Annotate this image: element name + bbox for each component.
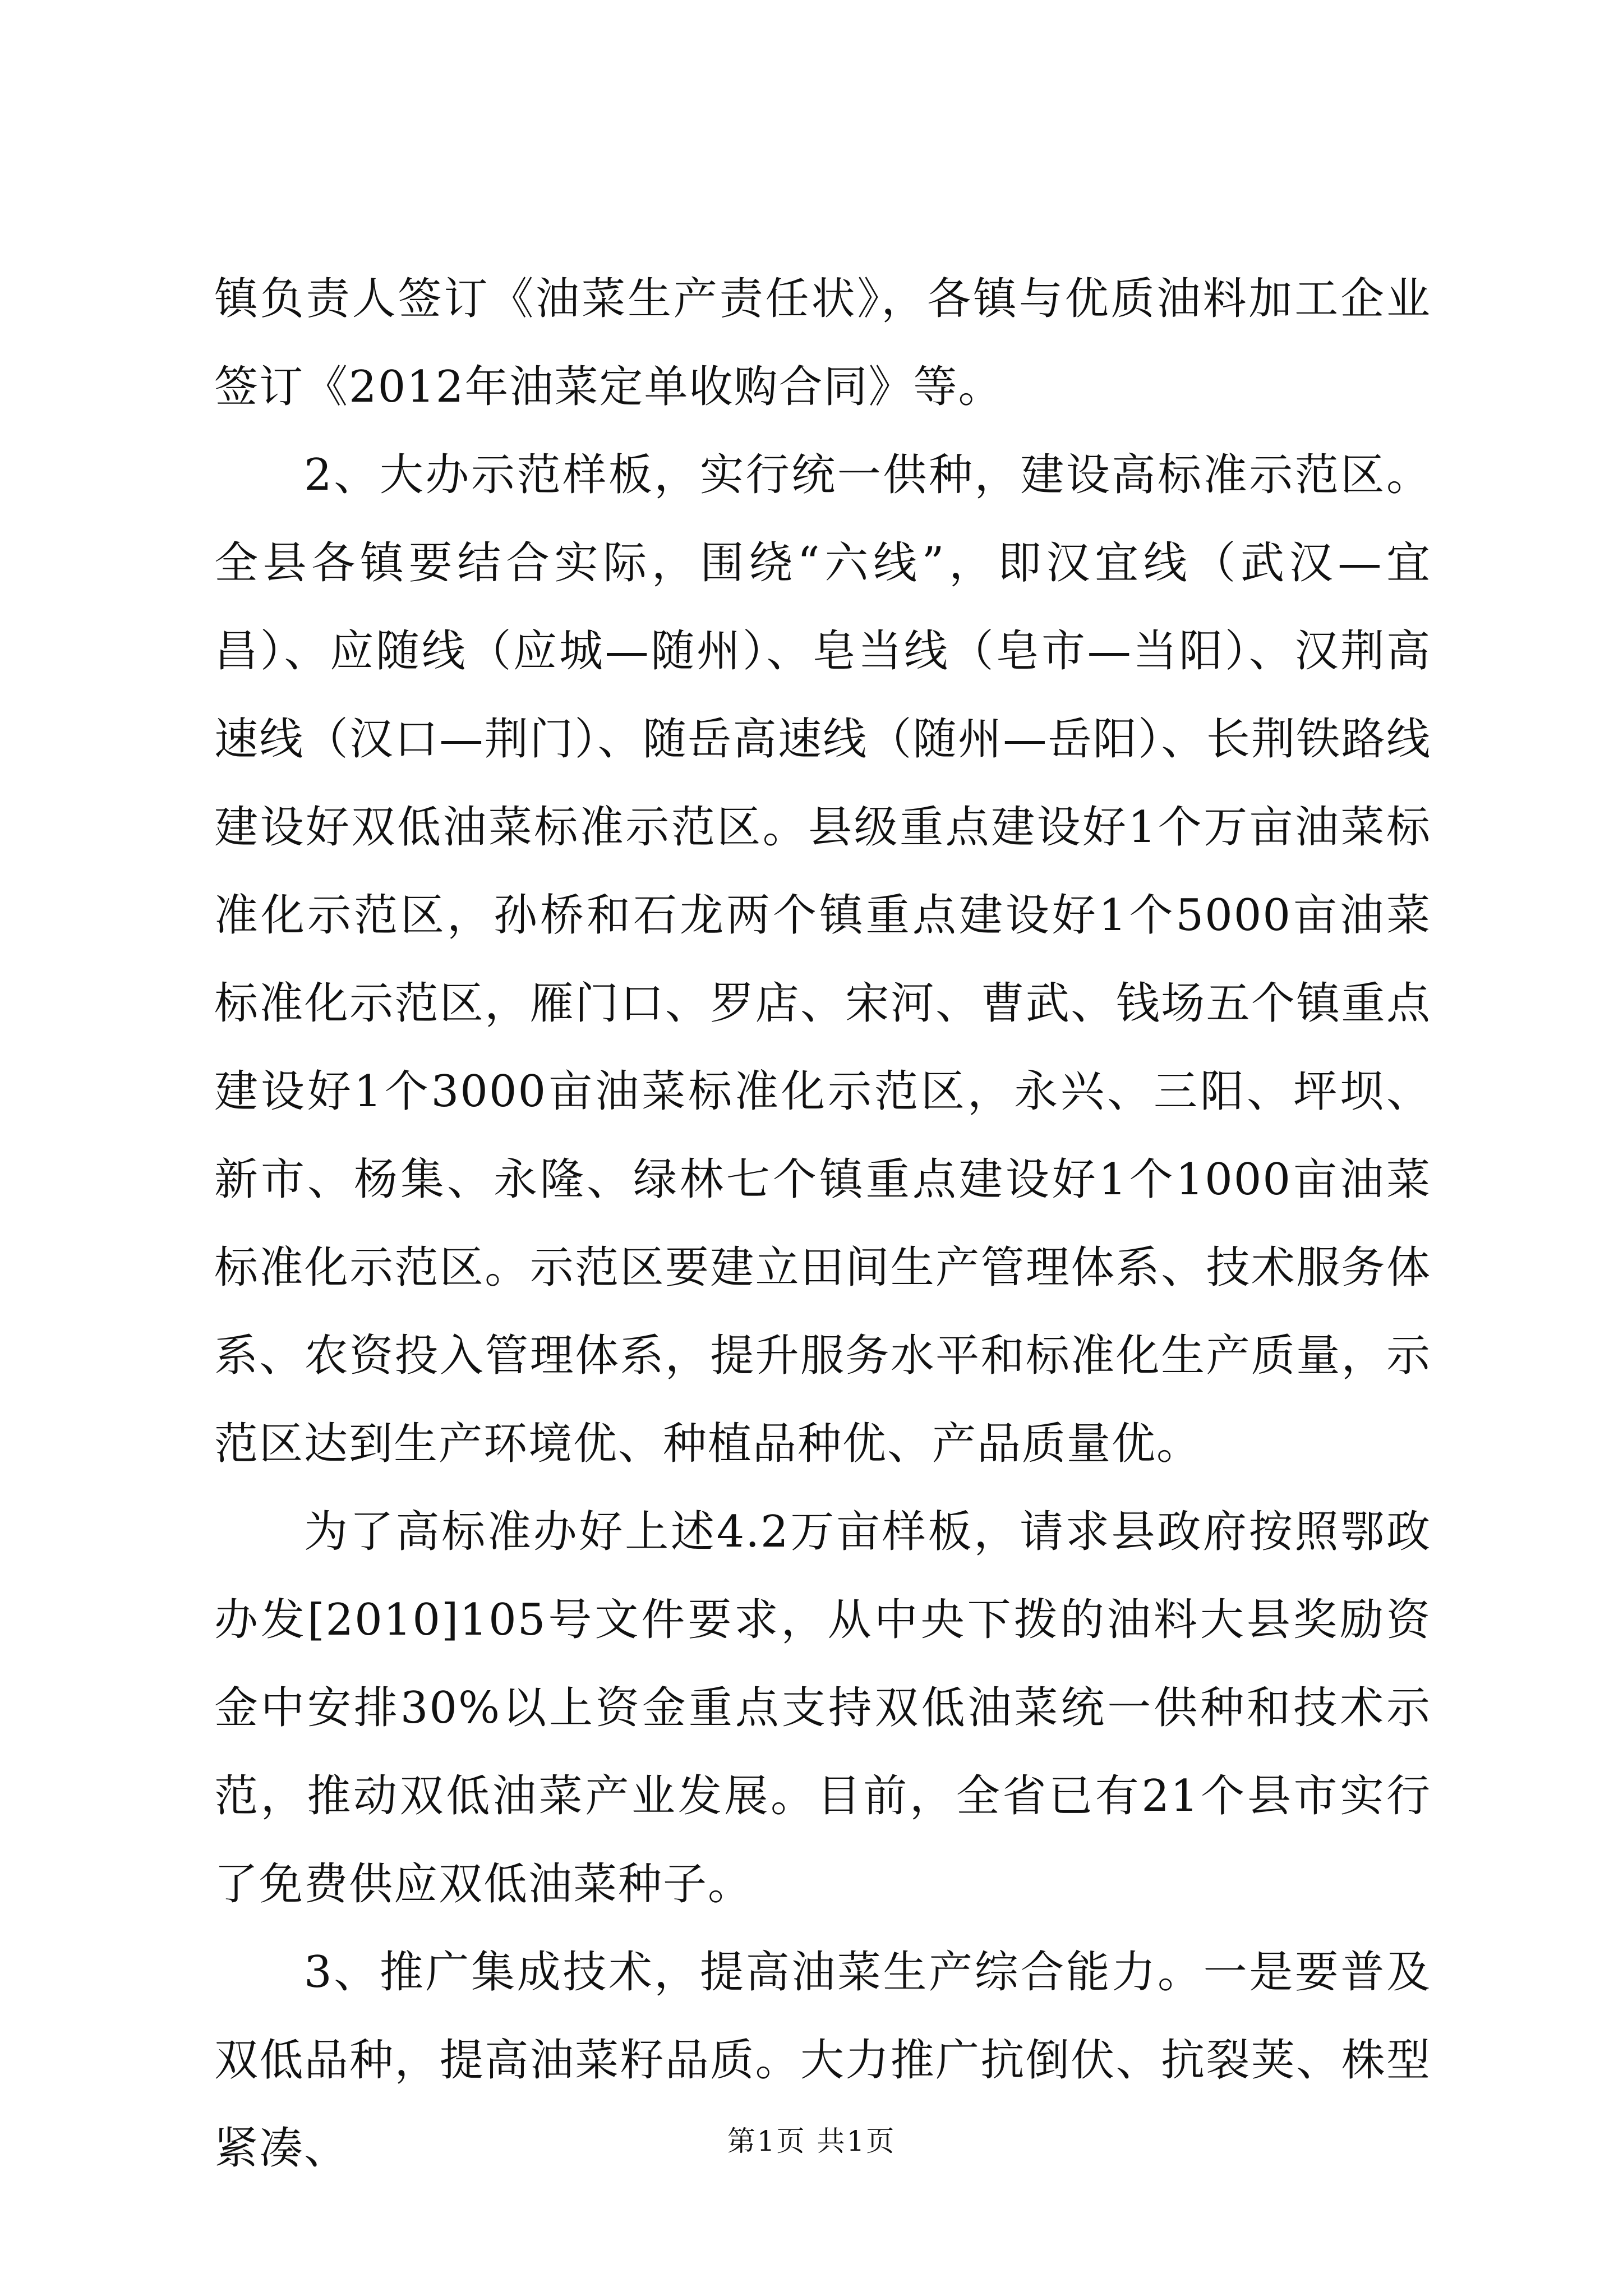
paragraph-integrated-technology: 3、推广集成技术，提高油菜生产综合能力。一是要普及双低品种，提高油菜籽品质。大力推广抗倒伏、抗裂荚、株型紧凑、	[214, 1947, 1431, 2174]
page-footer: 第1页 共1页	[727, 2125, 896, 2157]
paragraph-demonstration-zones: 2、大办示范样板，实行统一供种，建设高标准示范区。全县各镇要结合实际，围绕“六线”，即汉宜线（武汉—宜昌）、应随线（应城—随州）、皂当线（皂市—当阳）、汉荆高速线（汉口—荆门）、随岳高速线（随州—岳阳）、长荆铁路线建设好双低油菜标准示范区。县级重点建设好1个万亩油菜标准化示范区，孙桥和石龙两个镇重点建设好1个5000亩油菜标准化示范区，雁门口、罗店、宋河、曹武、钱场五个镇重点建设好1个3000亩油菜标准化示范区，永兴、三阳、坪坝、新市、杨集、永隆、绿林七个镇重点建设好1个1000亩油菜标准化示范区。示范区要建立田间生产管理体系、技术服务体系、农资投入管理体系，提升服务水平和标准化生产质量，示范区达到生产环境优、种植品种优、产品质量优。	[214, 450, 1431, 1469]
paragraph-funding-request: 为了高标准办好上述4.2万亩样板，请求县政府按照鄂政办发[2010]105号文件要求，从中央下拨的油料大县奖励资金中安排30%以上资金重点支持双低油菜统一供种和技术示范，推动双低油菜产业发展。目前，全省已有21个县市实行了免费供应双低油菜种子。	[214, 1507, 1431, 1910]
document-body	[214, 255, 1431, 2193]
paragraph-contract-signing: 镇负责人签订《油菜生产责任状》，各镇与优质油料加工企业签订《2012年油菜定单收购合同》等。	[214, 274, 1431, 412]
